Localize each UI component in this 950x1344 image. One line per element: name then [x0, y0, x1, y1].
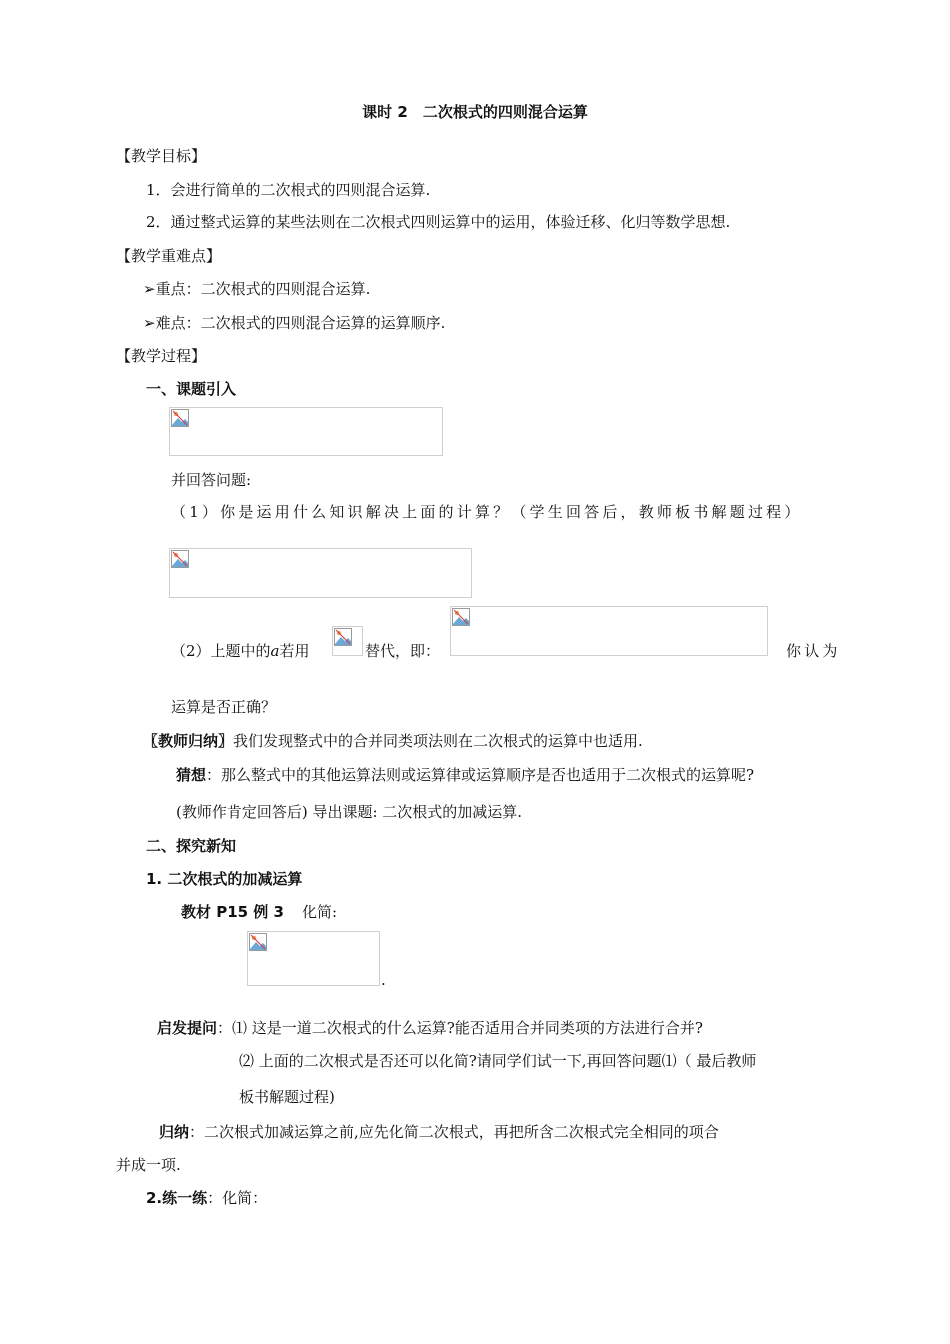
subsection-1-heading: 1. 二次根式的加减运算 [146, 870, 303, 888]
guess-line [176, 765, 754, 785]
formula-image-4 [247, 931, 380, 986]
example-label: 教材 P15 例 3 [181, 903, 284, 921]
inspire-question-2: ⑵ 上面的二次根式是否还可以化简?请同学们试一下,再回答问题⑴（ 最后教师 [239, 1052, 757, 1070]
goal-item-2: 2．通过整式运算的某些法则在二次根式四则运算中的运用，体验迁移、化归等数学思想. [146, 213, 731, 231]
process-heading: 【教学过程】 [116, 347, 207, 365]
induce-label: 归纳 [159, 1123, 190, 1141]
difficulty-item [143, 313, 445, 333]
example-text: 化简: [301, 903, 338, 921]
induce-line [159, 1122, 719, 1142]
section2-heading: 二、探究新知 [146, 837, 237, 855]
focus-item [143, 279, 370, 299]
difficulty-text: 难点：二次根式的四则混合运算的运算顺序. [155, 314, 446, 332]
lead-in-line: (教师作肯定回答后) 导出课题: 二次根式的加减运算. [176, 803, 523, 821]
question-2-prefix: （2）上题中的a若用 [171, 642, 310, 660]
broken-image-icon [334, 628, 352, 646]
question-2-mid: 替代，即： [365, 642, 441, 660]
guess-label: 猜想 [176, 766, 207, 784]
page-title: 课时 2 二次根式的四则混合运算 [362, 103, 588, 121]
practice-line [146, 1188, 267, 1208]
question-2-suffix: 你认为 [786, 642, 841, 660]
formula-image-2 [169, 548, 472, 598]
formula-image-3 [450, 606, 768, 656]
arrow-bullet-icon: ➢ [143, 280, 156, 298]
induce-text: ：二次根式加减运算之前,应先化简二次根式，再把所含二次根式完全相同的项合 [189, 1123, 719, 1141]
focus-text: 重点：二次根式的四则混合运算. [155, 280, 371, 298]
answer-prompt: 并回答问题: [171, 471, 252, 489]
goal-item-1: 1．会进行简单的二次根式的四则混合运算. [146, 181, 431, 199]
arrow-bullet-icon: ➢ [143, 314, 156, 332]
example-period: . [381, 971, 386, 989]
induce-continued: 并成一项. [116, 1156, 181, 1174]
teacher-summary [143, 731, 643, 751]
question-1: （1）你是运用什么知识解决上面的计算？（学生回答后，教师板书解题过程） [171, 503, 803, 521]
broken-image-icon [171, 550, 189, 568]
broken-image-icon [452, 608, 470, 626]
inspire-line-1 [157, 1018, 703, 1038]
summary-text: 我们发现整式中的合并同类项法则在二次根式的运算中也适用. [233, 732, 643, 750]
broken-image-icon [249, 933, 267, 951]
section1-heading: 一、课题引入 [146, 380, 237, 398]
example-line [181, 902, 337, 922]
practice-label: 2.练一练 [146, 1189, 208, 1207]
guess-text: ：那么整式中的其他运算法则或运算律或运算顺序是否也适用于二次根式的运算呢? [206, 766, 755, 784]
goals-heading: 【教学目标】 [116, 147, 207, 165]
broken-image-icon [171, 409, 189, 427]
inspire-label: 启发提问 [157, 1019, 218, 1037]
inspire-question-2-continued: 板书解题过程) [239, 1088, 335, 1106]
formula-image-1 [169, 407, 443, 456]
variable-a: a [270, 642, 280, 660]
formula-image-inline [332, 626, 363, 656]
question-2-continued: 运算是否正确？ [171, 698, 277, 716]
inspire-question-1: ：⑴ 这是一道二次根式的什么运算?能否适用合并同类项的方法进行合并? [217, 1019, 703, 1037]
practice-text: ：化简： [207, 1189, 268, 1207]
keypoints-heading: 【教学重难点】 [116, 247, 222, 265]
summary-label: 〖教师归纳〗 [143, 732, 234, 750]
